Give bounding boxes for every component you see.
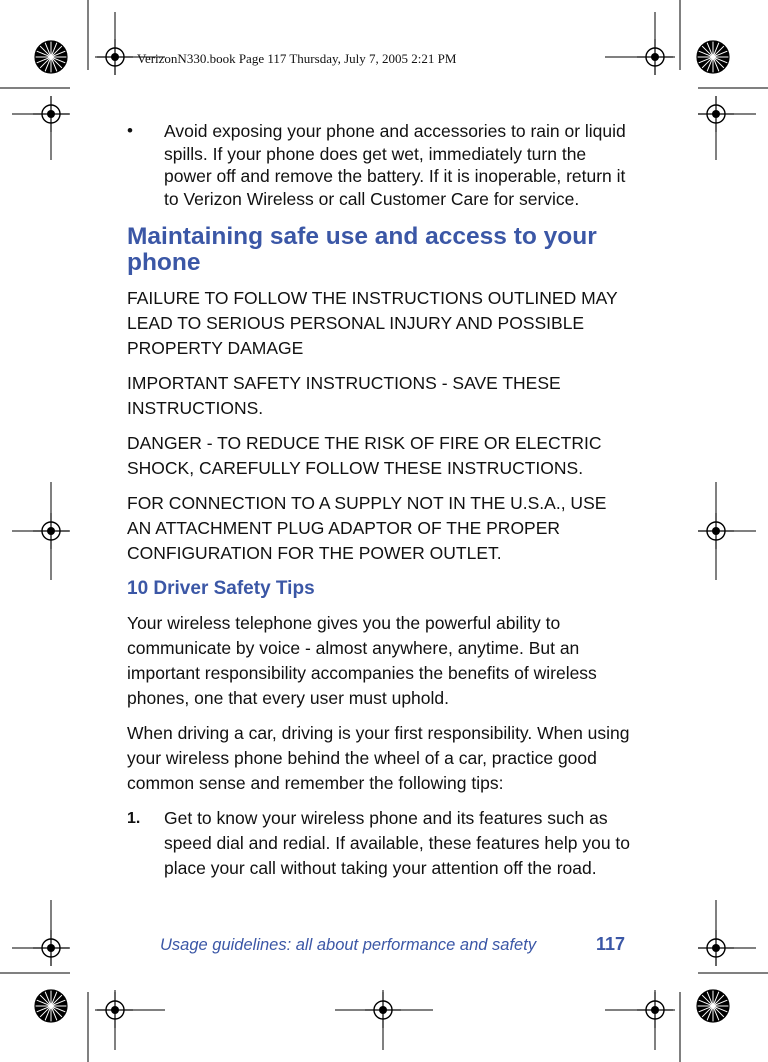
warning-paragraph: IMPORTANT SAFETY INSTRUCTIONS - SAVE THESE INSTRUCTIONS.	[127, 373, 561, 419]
step-number: 1.	[127, 810, 141, 828]
bullet-text: Avoid exposing your phone and accessories to rain or liquid spills. If your phone does get wet, immediately turn the power off and remove the battery. If it is inoperable, return it to Verizon Wireless or call Customer Care for service.	[164, 121, 626, 209]
page-content	[127, 120, 633, 881]
star-mark-bottom-left	[35, 990, 67, 1022]
warning-paragraph: FAILURE TO FOLLOW THE INSTRUCTIONS OUTLINED MAY LEAD TO SERIOUS PERSONAL INJURY AND POSSIBLE PROPERTY DAMAGE	[127, 288, 618, 359]
star-mark-top-right	[697, 41, 729, 73]
numbered-step	[127, 806, 633, 881]
footer-chapter-title: Usage guidelines: all about performance and safety	[160, 936, 537, 954]
step-text: Get to know your wireless phone and its features such as speed dial and redial. If available, these features help you to place your call without taking your attention off the road.	[164, 808, 631, 879]
bullet-icon: •	[127, 121, 133, 140]
section-heading: Maintaining safe use and access to your phone	[127, 223, 597, 277]
page-number: 117	[596, 934, 626, 954]
body-paragraph: When driving a car, driving is your first responsibility. When using your wireless phone behind the wheel of a car, practice good common sense and remember the following tips:	[127, 723, 630, 794]
warning-paragraph: FOR CONNECTION TO A SUPPLY NOT IN THE U.S.A., USE AN ATTACHMENT PLUG ADAPTOR OF THE PROPER CONFIGURATION FOR THE POWER OUTLET.	[127, 493, 607, 564]
list-item	[127, 120, 633, 210]
body-paragraph: Your wireless telephone gives you the powerful ability to communicate by voice - almost anywhere, anytime. But an important responsibility accompanies the benefits of wireless phones, one that every user must uphold.	[127, 613, 597, 709]
book-header-info: VerizonN330.book Page 117 Thursday, July 7, 2005 2:21 PM	[137, 51, 457, 66]
subsection-heading: 10 Driver Safety Tips	[127, 578, 315, 600]
warning-paragraph: DANGER - TO REDUCE THE RISK OF FIRE OR ELECTRIC SHOCK, CAREFULLY FOLLOW THESE INSTRUCTIONS.	[127, 433, 602, 479]
star-mark-top-left	[35, 41, 67, 73]
star-mark-bottom-right	[697, 990, 729, 1022]
